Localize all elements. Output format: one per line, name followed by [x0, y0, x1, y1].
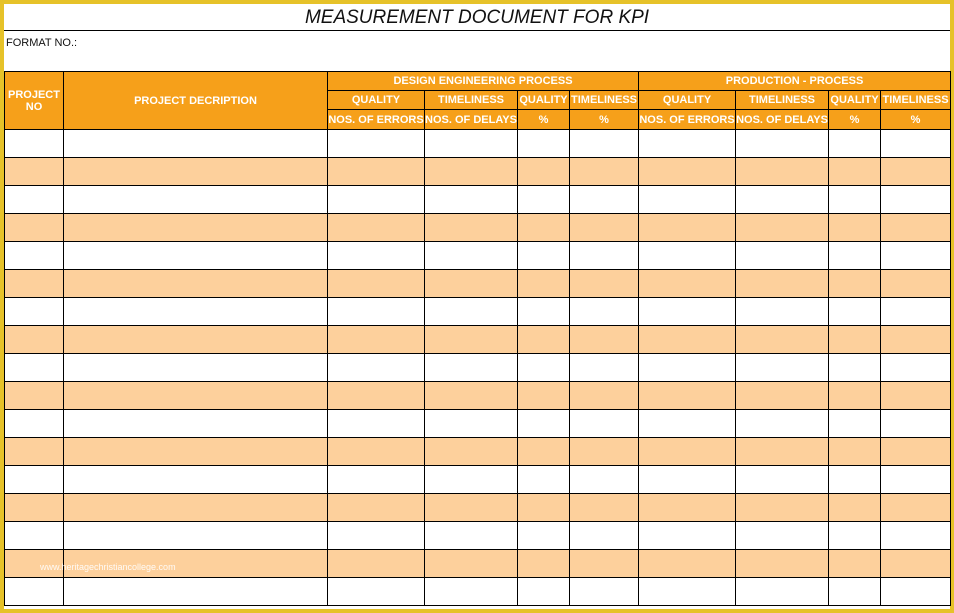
table-cell[interactable]	[328, 438, 425, 466]
table-cell[interactable]	[5, 158, 64, 186]
table-row	[5, 214, 951, 242]
unit-header: NOS. OF ERRORS	[328, 110, 425, 130]
table-cell[interactable]	[736, 438, 829, 466]
table-cell[interactable]	[425, 550, 518, 578]
table-cell[interactable]	[736, 242, 829, 270]
metric-header: TIMELINESS	[570, 91, 639, 110]
table-cell[interactable]	[64, 214, 328, 242]
table-cell[interactable]	[328, 270, 425, 298]
unit-header: %	[570, 110, 639, 130]
metric-header: TIMELINESS	[736, 91, 829, 110]
table-cell[interactable]	[570, 270, 639, 298]
table-cell[interactable]	[328, 550, 425, 578]
table-cell[interactable]	[328, 578, 425, 606]
table-cell[interactable]	[881, 522, 951, 550]
table-cell[interactable]	[829, 354, 881, 382]
table-cell[interactable]	[518, 242, 570, 270]
unit-header: %	[881, 110, 951, 130]
table-cell[interactable]	[829, 186, 881, 214]
table-cell[interactable]	[64, 438, 328, 466]
table-cell[interactable]	[518, 466, 570, 494]
table-row	[5, 522, 951, 550]
table-cell[interactable]	[829, 466, 881, 494]
project-no-header: PROJECT NO	[5, 72, 64, 130]
table-cell[interactable]	[64, 466, 328, 494]
metric-header: QUALITY	[328, 91, 425, 110]
table-cell[interactable]	[881, 354, 951, 382]
table-cell[interactable]	[639, 578, 736, 606]
table-cell[interactable]	[64, 270, 328, 298]
table-row	[5, 242, 951, 270]
table-cell[interactable]	[736, 270, 829, 298]
table-cell[interactable]	[5, 270, 64, 298]
table-cell[interactable]	[570, 242, 639, 270]
table-cell[interactable]	[829, 578, 881, 606]
table-cell[interactable]	[425, 466, 518, 494]
table-row	[5, 578, 951, 606]
table-cell[interactable]	[5, 130, 64, 158]
table-cell[interactable]	[64, 326, 328, 354]
table-row	[5, 438, 951, 466]
table-cell[interactable]	[328, 354, 425, 382]
table-cell[interactable]	[328, 494, 425, 522]
table-cell[interactable]	[829, 298, 881, 326]
table-cell[interactable]	[570, 214, 639, 242]
unit-header: %	[829, 110, 881, 130]
table-cell[interactable]	[639, 354, 736, 382]
table-cell[interactable]	[64, 130, 328, 158]
table-cell[interactable]	[639, 242, 736, 270]
table-row	[5, 410, 951, 438]
table-cell[interactable]	[518, 270, 570, 298]
metric-header: TIMELINESS	[425, 91, 518, 110]
table-cell[interactable]	[518, 494, 570, 522]
table-cell[interactable]	[425, 130, 518, 158]
table-cell[interactable]	[425, 494, 518, 522]
project-description-header: PROJECT DECRIPTION	[64, 72, 328, 130]
table-cell[interactable]	[639, 494, 736, 522]
table-cell[interactable]	[425, 326, 518, 354]
table-body	[5, 130, 951, 606]
table-cell[interactable]	[328, 130, 425, 158]
document-title: MEASUREMENT DOCUMENT FOR KPI	[4, 4, 950, 31]
table-cell[interactable]	[639, 214, 736, 242]
table-cell[interactable]	[736, 214, 829, 242]
table-cell[interactable]	[639, 298, 736, 326]
table-cell[interactable]	[639, 326, 736, 354]
table-cell[interactable]	[736, 466, 829, 494]
table-cell[interactable]	[881, 130, 951, 158]
table-cell[interactable]	[518, 382, 570, 410]
metric-header: QUALITY	[829, 91, 881, 110]
table-cell[interactable]	[64, 382, 328, 410]
table-row	[5, 270, 951, 298]
table-cell[interactable]	[328, 186, 425, 214]
table-row	[5, 326, 951, 354]
table-cell[interactable]	[328, 214, 425, 242]
table-cell[interactable]	[425, 298, 518, 326]
unit-header: %	[518, 110, 570, 130]
table-row	[5, 382, 951, 410]
metric-header: TIMELINESS	[881, 91, 951, 110]
table-cell[interactable]	[64, 186, 328, 214]
table-cell[interactable]	[328, 410, 425, 438]
table-row	[5, 158, 951, 186]
table-cell[interactable]	[5, 354, 64, 382]
table-cell[interactable]	[570, 578, 639, 606]
table-cell[interactable]	[328, 242, 425, 270]
table-cell[interactable]	[881, 186, 951, 214]
kpi-table	[4, 71, 951, 606]
table-cell[interactable]	[881, 326, 951, 354]
table-cell[interactable]	[736, 382, 829, 410]
table-cell[interactable]	[518, 522, 570, 550]
table-cell[interactable]	[5, 494, 64, 522]
table-cell[interactable]	[881, 466, 951, 494]
table-cell[interactable]	[881, 550, 951, 578]
table-cell[interactable]	[881, 410, 951, 438]
table-cell[interactable]	[881, 214, 951, 242]
table-cell[interactable]	[570, 522, 639, 550]
table-cell[interactable]	[425, 354, 518, 382]
table-cell[interactable]	[639, 410, 736, 438]
table-cell[interactable]	[736, 326, 829, 354]
table-cell[interactable]	[570, 130, 639, 158]
table-row	[5, 130, 951, 158]
table-cell[interactable]	[829, 522, 881, 550]
table-cell[interactable]	[518, 130, 570, 158]
table-cell[interactable]	[736, 522, 829, 550]
table-cell[interactable]	[518, 438, 570, 466]
table-cell[interactable]	[829, 494, 881, 522]
table-cell[interactable]	[5, 298, 64, 326]
table-cell[interactable]	[5, 242, 64, 270]
table-cell[interactable]	[425, 214, 518, 242]
unit-header: NOS. OF DELAYS	[425, 110, 518, 130]
unit-header: NOS. OF ERRORS	[639, 110, 736, 130]
table-cell[interactable]	[5, 522, 64, 550]
table-cell[interactable]	[64, 494, 328, 522]
table-cell[interactable]	[639, 550, 736, 578]
table-cell[interactable]	[518, 186, 570, 214]
table-cell[interactable]	[5, 438, 64, 466]
table-cell[interactable]	[639, 466, 736, 494]
table-row	[5, 494, 951, 522]
table-cell[interactable]	[425, 522, 518, 550]
table-cell[interactable]	[518, 214, 570, 242]
table-cell[interactable]	[829, 158, 881, 186]
table-cell[interactable]	[829, 438, 881, 466]
table-cell[interactable]	[518, 298, 570, 326]
table-cell[interactable]	[570, 298, 639, 326]
table-cell[interactable]	[736, 410, 829, 438]
table-cell[interactable]	[881, 578, 951, 606]
table-cell[interactable]	[736, 130, 829, 158]
table-cell[interactable]	[570, 354, 639, 382]
table-cell[interactable]	[736, 298, 829, 326]
table-cell[interactable]	[328, 382, 425, 410]
metric-header: QUALITY	[639, 91, 736, 110]
table-cell[interactable]	[64, 522, 328, 550]
watermark-text: www.heritagechristiancollege.com	[40, 562, 176, 572]
table-cell[interactable]	[425, 270, 518, 298]
table-cell[interactable]	[639, 130, 736, 158]
table-cell[interactable]	[639, 158, 736, 186]
table-cell[interactable]	[736, 158, 829, 186]
table-cell[interactable]	[829, 270, 881, 298]
group-header-design: DESIGN ENGINEERING PROCESS	[328, 72, 639, 91]
table-cell[interactable]	[570, 466, 639, 494]
table-cell[interactable]	[829, 326, 881, 354]
table-cell[interactable]	[425, 186, 518, 214]
table-cell[interactable]	[64, 578, 328, 606]
table-cell[interactable]	[518, 326, 570, 354]
table-cell[interactable]	[425, 158, 518, 186]
format-number-label: FORMAT NO.:	[6, 37, 78, 49]
unit-header: NOS. OF DELAYS	[736, 110, 829, 130]
table-cell[interactable]	[736, 354, 829, 382]
table-cell[interactable]	[425, 438, 518, 466]
table-cell[interactable]	[570, 186, 639, 214]
table-cell[interactable]	[5, 186, 64, 214]
table-cell[interactable]	[829, 130, 881, 158]
table-cell[interactable]	[518, 550, 570, 578]
table-cell[interactable]	[64, 410, 328, 438]
table-cell[interactable]	[570, 438, 639, 466]
table-cell[interactable]	[5, 326, 64, 354]
table-row	[5, 298, 951, 326]
table-cell[interactable]	[64, 242, 328, 270]
table-row	[5, 354, 951, 382]
table-cell[interactable]	[518, 158, 570, 186]
table-cell[interactable]	[328, 522, 425, 550]
table-cell[interactable]	[328, 326, 425, 354]
table-cell[interactable]	[570, 382, 639, 410]
table-cell[interactable]	[570, 326, 639, 354]
table-cell[interactable]	[829, 550, 881, 578]
table-cell[interactable]	[425, 242, 518, 270]
table-cell[interactable]	[881, 438, 951, 466]
table-cell[interactable]	[736, 494, 829, 522]
metric-header: QUALITY	[518, 91, 570, 110]
table-cell[interactable]	[639, 438, 736, 466]
table-cell[interactable]	[639, 270, 736, 298]
table-cell[interactable]	[328, 298, 425, 326]
table-cell[interactable]	[639, 186, 736, 214]
table-cell[interactable]	[64, 354, 328, 382]
group-header-production: PRODUCTION - PROCESS	[639, 72, 951, 91]
table-cell[interactable]	[5, 214, 64, 242]
table-cell[interactable]	[5, 466, 64, 494]
table-cell[interactable]	[881, 158, 951, 186]
table-cell[interactable]	[5, 382, 64, 410]
table-cell[interactable]	[570, 158, 639, 186]
table-cell[interactable]	[328, 158, 425, 186]
table-row	[5, 186, 951, 214]
table-cell[interactable]	[570, 410, 639, 438]
table-cell[interactable]	[736, 550, 829, 578]
table-cell[interactable]	[425, 410, 518, 438]
table-cell[interactable]	[518, 410, 570, 438]
table-cell[interactable]	[570, 550, 639, 578]
table-row	[5, 466, 951, 494]
table-cell[interactable]	[518, 354, 570, 382]
table-cell[interactable]	[736, 186, 829, 214]
table-cell[interactable]	[829, 242, 881, 270]
table-cell[interactable]	[829, 382, 881, 410]
table-cell[interactable]	[5, 410, 64, 438]
table-cell[interactable]	[829, 410, 881, 438]
table-cell[interactable]	[881, 382, 951, 410]
table-cell[interactable]	[736, 578, 829, 606]
table-cell[interactable]	[881, 242, 951, 270]
table-cell[interactable]	[64, 298, 328, 326]
table-cell[interactable]	[570, 494, 639, 522]
table-cell[interactable]	[64, 158, 328, 186]
table-cell[interactable]	[328, 466, 425, 494]
table-cell[interactable]	[881, 298, 951, 326]
table-cell[interactable]	[881, 270, 951, 298]
table-cell[interactable]	[639, 382, 736, 410]
table-cell[interactable]	[425, 578, 518, 606]
table-cell[interactable]	[425, 382, 518, 410]
table-cell[interactable]	[829, 214, 881, 242]
table-cell[interactable]	[639, 522, 736, 550]
table-cell[interactable]	[518, 578, 570, 606]
table-cell[interactable]	[5, 578, 64, 606]
table-cell[interactable]	[881, 494, 951, 522]
